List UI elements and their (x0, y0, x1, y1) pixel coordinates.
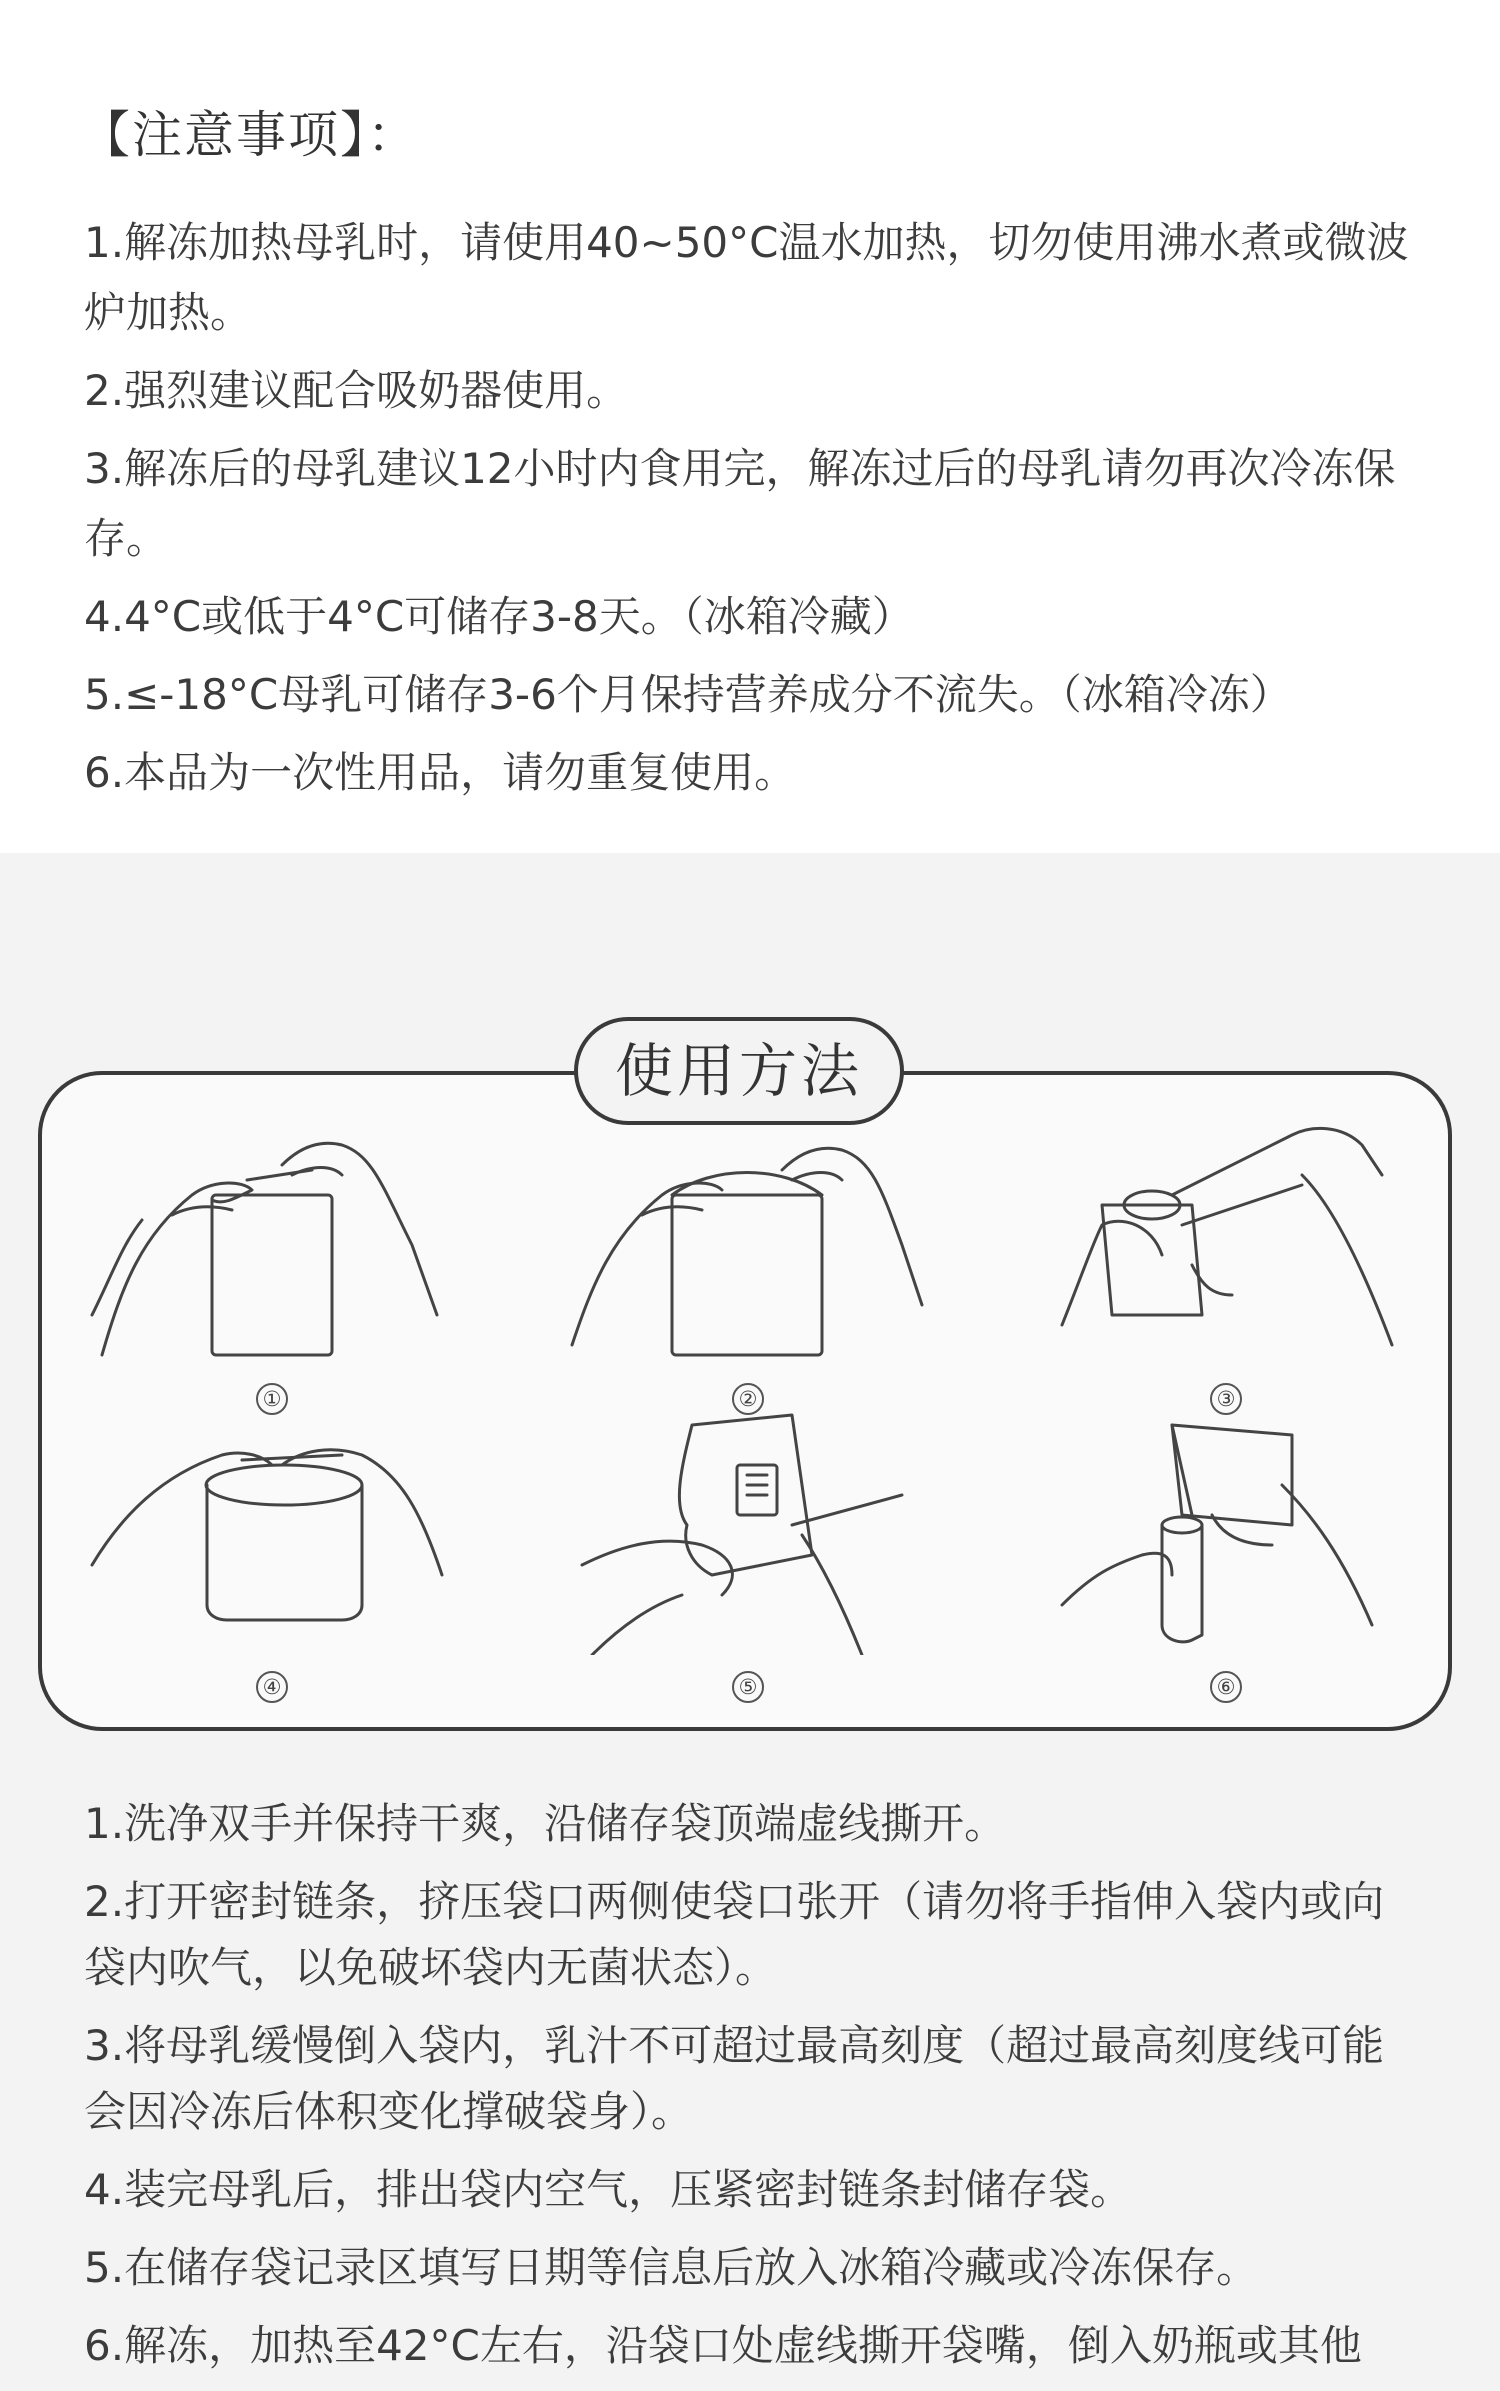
step-number: ⑥ (1210, 1671, 1242, 1703)
notice-section (0, 0, 1500, 853)
usage-step: 3.将母乳缓慢倒入袋内，乳汁不可超过最高刻度（超过最高刻度线可能会因冷冻后体积变化撑破袋身）。 (84, 2021, 1385, 2136)
usage-title: 使用方法 (574, 1017, 904, 1125)
step-number: ④ (256, 1671, 288, 1703)
notice-item: 3.解冻后的母乳建议12小时内食用完，解冻过后的母乳请勿再次冷冻保存。 (84, 444, 1396, 563)
usage-step: 2.打开密封链条，挤压袋口两侧使袋口张开（请勿将手指伸入袋内或向袋内吹气，以免破坏袋内无菌状态）。 (84, 1877, 1385, 1992)
notice-list (84, 208, 1424, 816)
pouring-milk-icon (1042, 1115, 1422, 1365)
notice-title: 【注意事项】： (80, 106, 419, 164)
notice-item: 5.≤-18°C母乳可储存3-6个月保持营养成分不流失。（冰箱冷冻） (84, 670, 1292, 719)
hands-tearing-bag-icon (82, 1125, 462, 1375)
usage-step: 5.在储存袋记录区填写日期等信息后放入冰箱冷藏或冷冻保存。 (84, 2243, 1259, 2292)
pouring-into-bottle-icon (1042, 1405, 1422, 1655)
usage-step: 1.洗净双手并保持干爽，沿储存袋顶端虚线撕开。 (84, 1799, 1007, 1848)
usage-illustration-panel (38, 1071, 1452, 1731)
step-number: ① (256, 1383, 288, 1415)
usage-step: 4.装完母乳后，排出袋内空气，压紧密封链条封储存袋。 (84, 2165, 1133, 2214)
usage-step-list (84, 1791, 1424, 2391)
notice-item: 1.解冻加热母乳时，请使用40~50°C温水加热，切勿使用沸水煮或微波炉加热。 (84, 218, 1409, 337)
sealing-bag-icon (82, 1415, 462, 1665)
usage-section (0, 853, 1500, 2370)
step-number: ⑤ (732, 1671, 764, 1703)
hands-opening-bag-icon (562, 1125, 942, 1375)
step-number: ② (732, 1383, 764, 1415)
usage-step: 6.解冻，加热至42°C左右，沿袋口处虚线撕开袋嘴，倒入奶瓶或其他 (84, 2321, 1362, 2370)
step-number: ③ (1210, 1383, 1242, 1415)
notice-item: 6.本品为一次性用品，请勿重复使用。 (84, 748, 797, 797)
notice-item: 2.强烈建议配合吸奶器使用。 (84, 366, 629, 415)
writing-on-bag-icon (562, 1405, 942, 1655)
notice-item: 4.4°C或低于4°C可储存3-8天。（冰箱冷藏） (84, 592, 914, 641)
